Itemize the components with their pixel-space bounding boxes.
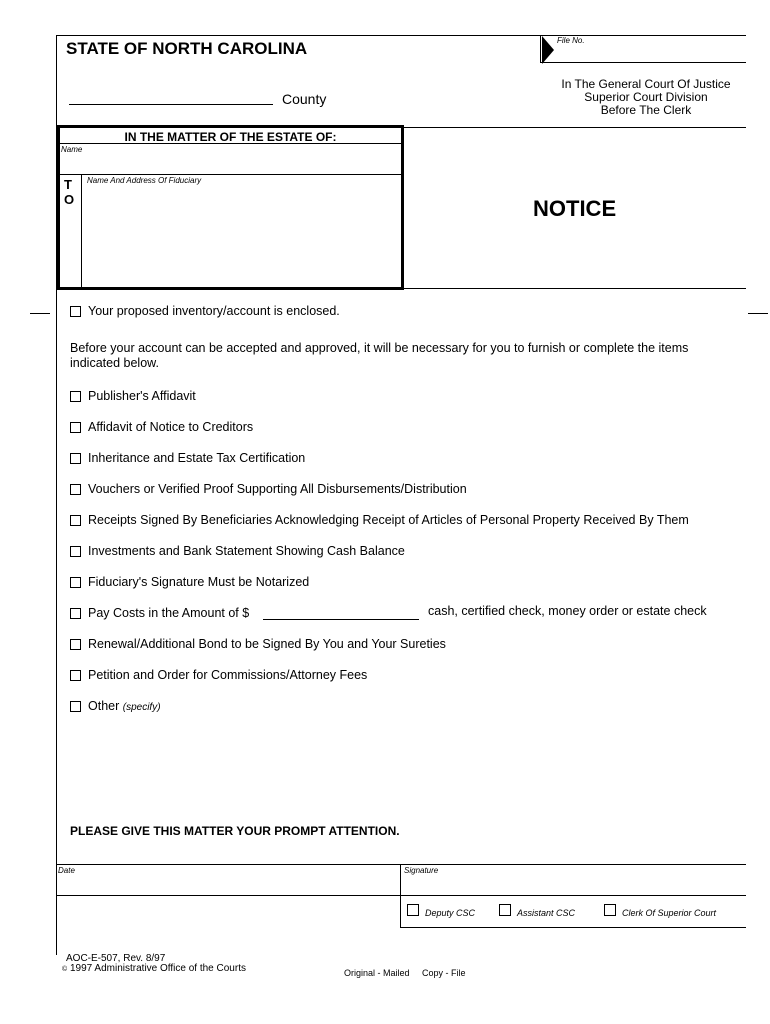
pay-costs-label: Pay Costs in the Amount of $ [88, 606, 250, 620]
receipts-checkbox[interactable] [70, 515, 81, 526]
vouchers-checkbox[interactable] [70, 484, 81, 495]
file-no-underline [540, 62, 746, 63]
date-label: Date [58, 866, 75, 875]
date-sig-divider [400, 864, 401, 928]
sig-options-bottom-line [400, 927, 746, 928]
state-heading: STATE OF NORTH CAROLINA [66, 39, 308, 58]
assistant-csc-label: Assistant CSC [517, 908, 576, 918]
checklist-label: Renewal/Additional Bond to be Signed By You and Your Sureties [88, 637, 446, 651]
checklist-label: Publisher's Affidavit [88, 389, 196, 403]
checklist-label: Affidavit of Notice to Creditors [88, 420, 254, 434]
intro-paragraph: Before your account can be accepted and approved, it will be necessary for you to furnish or complete the items indicated below. [70, 341, 689, 370]
assistant-csc-checkbox[interactable] [499, 904, 511, 916]
date-bottom-line [56, 895, 746, 896]
notarized-checkbox[interactable] [70, 577, 81, 588]
notice-title: NOTICE [533, 196, 617, 221]
estate-name-field[interactable] [60, 155, 400, 173]
court-designation [540, 78, 752, 117]
copyright-symbol: © [62, 966, 68, 973]
deputy-csc-label: Deputy CSC [425, 908, 476, 918]
fiduciary-field[interactable] [85, 188, 399, 284]
checklist-label: Petition and Order for Commissions/Attorney Fees [88, 668, 368, 682]
tax-certification-checkbox[interactable] [70, 453, 81, 464]
notice-bottom-line [404, 288, 746, 289]
other-specify-field[interactable] [70, 720, 720, 810]
checklist-label: Fiduciary's Signature Must be Notarized [88, 575, 310, 589]
court-line-3: Before The Clerk [600, 103, 692, 117]
file-no-field[interactable] [557, 46, 745, 60]
copyright-line [62, 963, 246, 974]
to-label-t: T [64, 177, 72, 192]
clerk-label: Clerk Of Superior Court [622, 908, 717, 918]
checklist-label: Investments and Bank Statement Showing Cash Balance [88, 544, 405, 558]
estate-title-line [57, 143, 404, 144]
enclosed-checkbox[interactable] [70, 306, 81, 317]
county-label: County [282, 91, 327, 107]
distribution-note: Original - Mailed Copy - File [344, 968, 466, 978]
fiduciary-label: Name And Address Of Fiduciary [87, 176, 202, 185]
pay-costs-amount-field[interactable] [263, 619, 419, 620]
estate-box-title: IN THE MATTER OF THE ESTATE OF: [124, 130, 337, 144]
publishers-affidavit-checkbox[interactable] [70, 391, 81, 402]
enclosed-label: Your proposed inventory/account is enclosed. [88, 304, 340, 318]
other-checkbox[interactable] [70, 701, 81, 712]
form-id: AOC-E-507, Rev. 8/97 [66, 953, 166, 964]
signature-field[interactable] [404, 876, 744, 894]
bond-checkbox[interactable] [70, 639, 81, 650]
signature-label: Signature [404, 866, 439, 875]
investments-checkbox[interactable] [70, 546, 81, 557]
prompt-attention: PLEASE GIVE THIS MATTER YOUR PROMPT ATTENTION. [70, 824, 400, 838]
other-label: Other [88, 699, 120, 713]
name-label: Name [61, 145, 83, 154]
county-field[interactable] [69, 104, 273, 105]
checklist-label: Vouchers or Verified Proof Supporting All Disbursements/Distribution [88, 482, 467, 496]
pay-costs-suffix: cash, certified check, money order or estate check [428, 604, 707, 618]
commissions-checkbox[interactable] [70, 670, 81, 681]
creditors-affidavit-checkbox[interactable] [70, 422, 81, 433]
to-label-o: O [64, 192, 75, 207]
file-no-arrow-icon [542, 36, 554, 64]
clerk-checkbox[interactable] [604, 904, 616, 916]
deputy-csc-checkbox[interactable] [407, 904, 419, 916]
checklist-label: Receipts Signed By Beneficiaries Acknowledging Receipt of Articles of Personal Property Received By Them [88, 513, 689, 527]
date-field[interactable] [58, 876, 396, 894]
file-no-divider [540, 35, 541, 62]
top-border [56, 35, 746, 36]
name-bottom-line [57, 174, 404, 175]
file-no-label: File No. [557, 36, 585, 45]
pay-costs-checkbox[interactable] [70, 608, 81, 619]
right-margin-tick [748, 313, 768, 314]
to-divider [81, 174, 82, 288]
court-line-2: Superior Court Division [584, 90, 708, 104]
copyright-text: 1997 Administrative Office of the Courts [69, 963, 246, 974]
footer-top-line [56, 864, 746, 865]
other-specify-label: (specify) [122, 702, 161, 713]
checklist-label: Inheritance and Estate Tax Certification [88, 451, 306, 465]
left-margin-tick [30, 313, 50, 314]
court-line-1: In The General Court Of Justice [561, 77, 731, 91]
